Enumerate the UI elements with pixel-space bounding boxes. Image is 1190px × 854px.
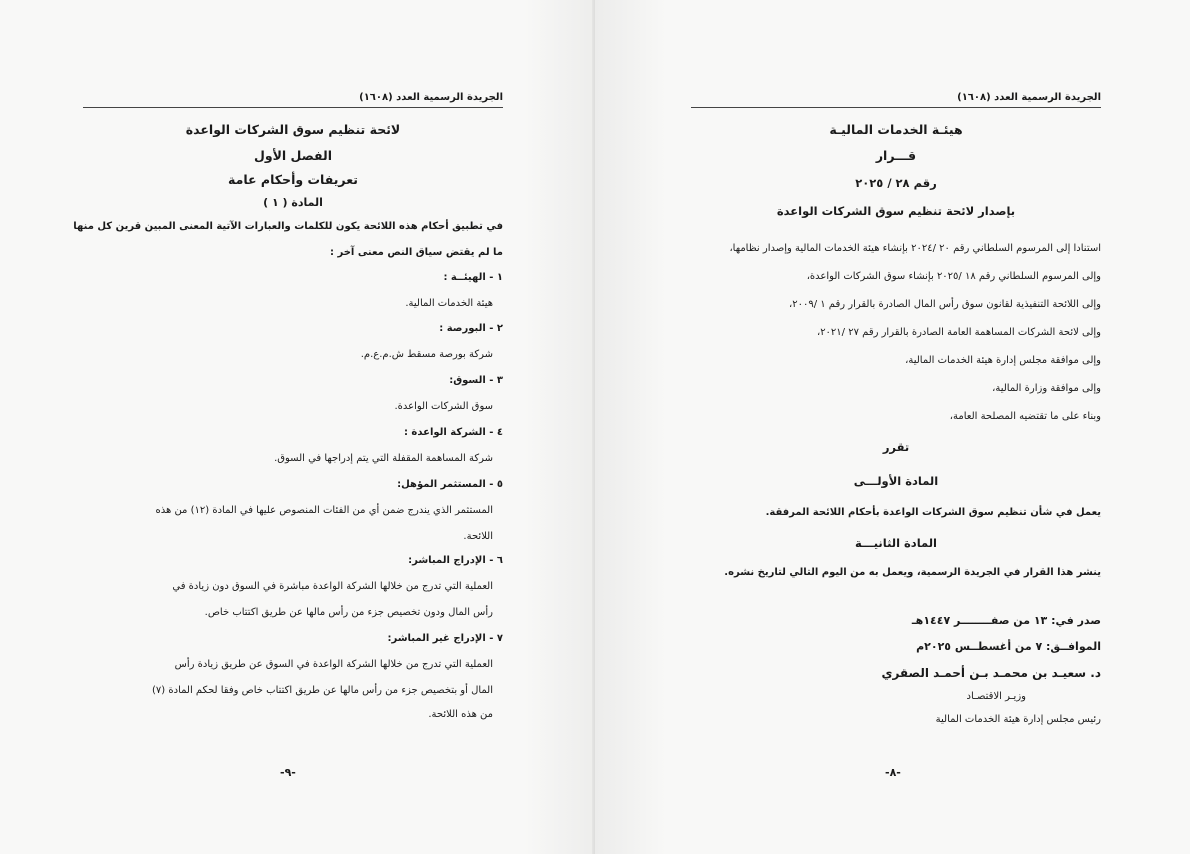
page-header: الجريدة الرسمية العدد (١٦٠٨) <box>691 92 1101 108</box>
article-2-text: ينشر هذا القرار في الجريدة الرسمية، ويعمل به من اليوم التالي لتاريخ نشره. <box>724 567 1101 578</box>
definition-term: ٦ - الإدراج المباشر: <box>408 555 503 566</box>
page-number: -٨- <box>885 766 901 779</box>
signatory-role: وزيـر الاقتصـاد <box>966 691 1026 702</box>
article-1-text: يعمل في شأن تنظيم سوق الشركات الواعدة بأحكام اللائحة المرفقة. <box>765 507 1101 518</box>
definition-text: رأس المال ودون تخصيص جزء من رأس مالها عن طريق اكتتاب خاص. <box>204 607 493 618</box>
article-1-heading: المادة الأولـــى <box>853 474 939 488</box>
article-2-heading: المادة الثانيـــة <box>854 536 938 550</box>
decision-number: رقم ٢٨ / ٢٠٢٥ <box>855 176 937 190</box>
definition-text: العملية التي تدرج من خلالها الشركة الواعدة في السوق عن طريق زيادة رأس <box>174 659 493 670</box>
recital: وإلى موافقة وزارة المالية، <box>992 383 1101 394</box>
recital: استنادا إلى المرسوم السلطاني رقم ٢٠ /٢٠٢٤ بإنشاء هيئة الخدمات المالية وإصدار نظامها، <box>729 243 1101 254</box>
definition-text: هيئة الخدمات المالية. <box>405 298 493 309</box>
authority-name: هيئـة الخدمات الماليـة <box>829 122 963 137</box>
definition-term: ٣ - السوق: <box>449 375 503 386</box>
definition-text: من هذه اللائحة. <box>428 709 493 720</box>
definition-text: المال أو بتخصيص جزء من رأس مالها عن طريق اكتتاب خاص وفقا لحكم المادة (٧) <box>152 685 493 696</box>
page-header: الجريدة الرسمية العدد (١٦٠٨) <box>83 92 503 108</box>
decides-heading: تقرر <box>882 440 910 454</box>
definition-term: ٢ - البورصة : <box>439 323 503 334</box>
definition-text: المستثمر الذي يندرج ضمن أي من الفئات المنصوص عليها في المادة (١٢) من هذه <box>155 505 493 516</box>
issued-gregorian: الموافــق: ٧ من أغسطــس ٢٠٢٥م <box>916 640 1101 653</box>
recital: وإلى لائحة الشركات المساهمة العامة الصادرة بالقرار رقم ٢٧ /٢٠٢١، <box>816 327 1101 338</box>
article-heading: المادة ( ١ ) <box>263 196 323 209</box>
issued-hijri: صدر في: ١٣ من صفــــــــر ١٤٤٧هـ <box>911 614 1101 627</box>
definition-term: ٥ - المستثمر المؤهل: <box>397 479 503 490</box>
chapter-title: الفصل الأول <box>253 148 332 163</box>
signatory-role: رئيس مجلس إدارة هيئة الخدمات المالية <box>935 714 1101 725</box>
regulation-title: لائحة تنظيم سوق الشركات الواعدة <box>185 122 401 137</box>
definition-term: ١ - الهيئــة : <box>443 272 503 283</box>
definition-text: اللائحة. <box>463 531 493 542</box>
definition-text: سوق الشركات الواعدة. <box>394 401 493 412</box>
definition-text: العملية التي تدرج من خلالها الشركة الواعدة مباشرة في السوق دون زيادة في <box>172 581 493 592</box>
page-number: -٩- <box>280 766 296 779</box>
intro-line-2: ما لم يقتض سياق النص معنى آخر : <box>330 247 503 258</box>
chapter-subtitle: تعريفات وأحكام عامة <box>228 172 358 187</box>
recital: وبناء على ما تقتضيه المصلحة العامة، <box>949 411 1101 422</box>
decision-subject: بإصدار لائحة تنظيم سوق الشركات الواعدة <box>776 204 1016 218</box>
definition-term: ٤ - الشركة الواعدة : <box>403 427 503 438</box>
page-8 <box>595 0 1190 854</box>
recital: وإلى اللائحة التنفيذية لقانون سوق رأس المال الصادرة بالقرار رقم ١ /٢٠٠٩، <box>788 299 1101 310</box>
recital: وإلى موافقة مجلس إدارة هيئة الخدمات المالية، <box>905 355 1101 366</box>
definition-text: شركة المساهمة المقفلة التي يتم إدراجها في السوق. <box>274 453 493 464</box>
definition-text: شركة بورصة مسقط ش.م.ع.م. <box>360 349 493 360</box>
recital: وإلى المرسوم السلطاني رقم ١٨ /٢٠٢٥ بإنشاء سوق الشركات الواعدة، <box>806 271 1101 282</box>
decision-title: قـــرار <box>875 148 917 163</box>
intro-line-1: في تطبيق أحكام هذه اللائحة يكون للكلمات والعبارات الآتية المعنى المبين قرين كل منها <box>73 221 503 232</box>
signatory-name: د. سعيـد بن محمـد بـن أحمـد الصقري <box>881 666 1101 680</box>
definition-term: ٧ - الإدراج غير المباشر: <box>387 633 503 644</box>
